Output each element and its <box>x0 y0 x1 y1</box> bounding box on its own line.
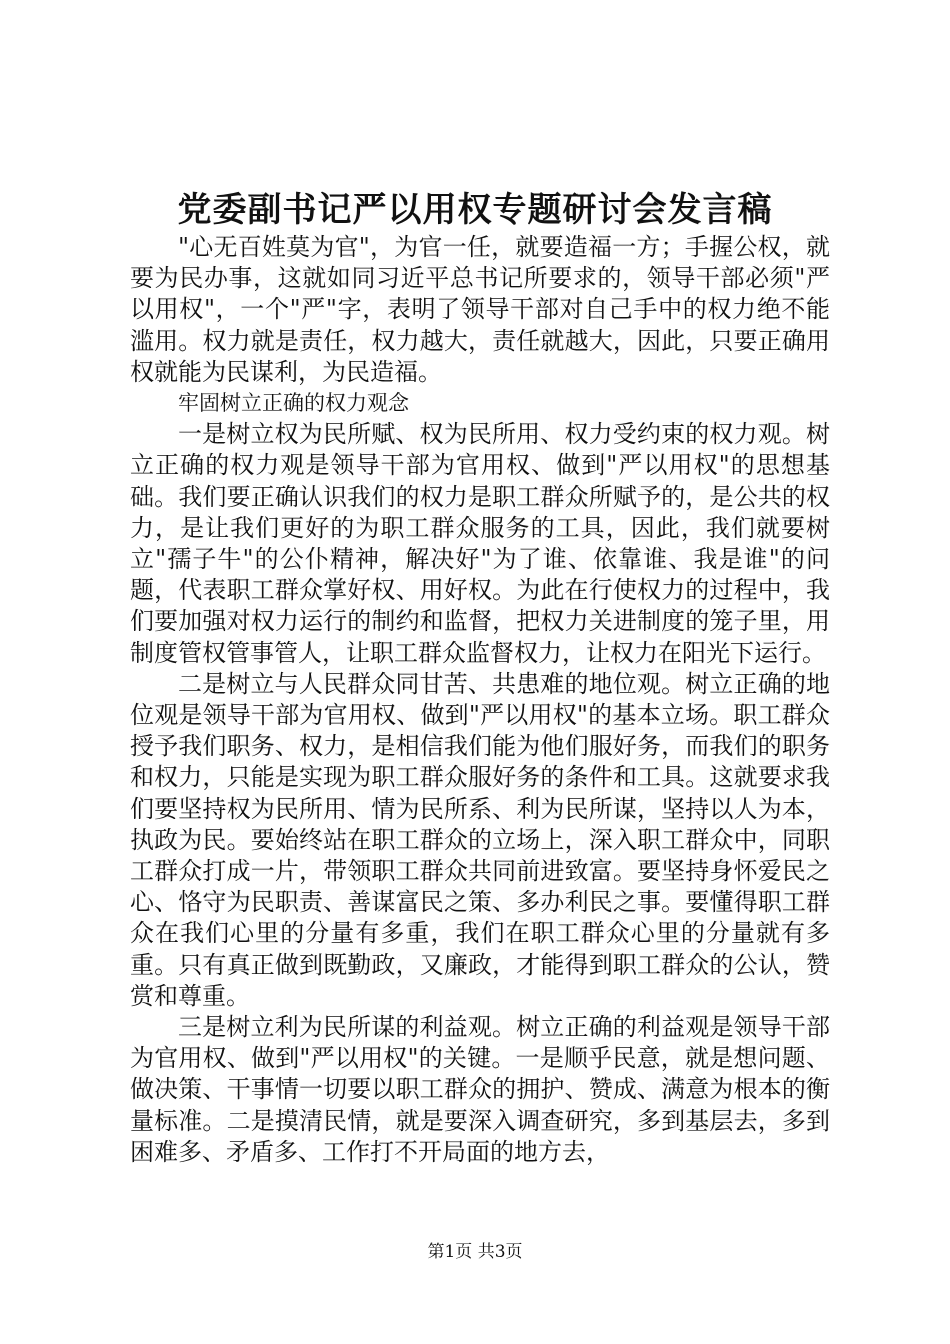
paragraph-status-view: 二是树立与人民群众同甘苦、共患难的地位观。树立正确的地位观是领导干部为官用权、做到"严以用权"的基本立场。职工群众授予我们职务、权力，是相信我们能为他们服好务，而我们的职务和权力，只能是实现为职工群众服好务的条件和工具。这就要求我们要坚持权为民所用、情为民所系、利为民所谋，坚持以人为本，执政为民。要始终站在职工群众的立场上，深入职工群众中，同职工群众打成一片，带领职工群众共同前进致富。要坚持身怀爱民之心、恪守为民职责、善谋富民之策、多办利民之事。要懂得职工群众在我们心里的分量有多重，我们在职工群众心里的分量就有多重。只有真正做到既勤政，又廉政，才能得到职工群众的公认，赞赏和尊重。 <box>130 669 830 1010</box>
document-title: 党委副书记严以用权专题研讨会发言稿 <box>177 190 773 230</box>
section-heading: 牢固树立正确的权力观念 <box>178 391 409 416</box>
paragraph-interest-view: 三是树立利为民所谋的利益观。树立正确的利益观是领导干部为官用权、做到"严以用权"的关键。一是顺乎民意，就是想问题、做决策、干事情一切要以职工群众的拥护、赞成、满意为根本的衡量标准。二是摸清民情，就是要深入调查研究，多到基层去，多到困难多、矛盾多、工作打不开局面的地方去， <box>130 1013 830 1166</box>
document-body <box>130 232 830 1168</box>
paragraph-power-view: 一是树立权为民所赋、权为民所用、权力受约束的权力观。树立正确的权力观是领导干部为官用权、做到"严以用权"的思想基础。我们要正确认识我们的权力是职工群众所赋予的，是公共的权力，是让我们更好的为职工群众服务的工具，因此，我们就要树立"孺子牛"的公仆精神，解决好"为了谁、依靠谁、我是谁"的问题，代表职工群众掌好权、用好权。为此在行使权力的过程中，我们要加强对权力运行的制约和监督，把权力关进制度的笼子里，用制度管权管事管人，让职工群众监督权力，让权力在阳光下运行。 <box>130 420 830 667</box>
page-number-footer: 第1页 共3页 <box>427 1242 523 1262</box>
paragraph-intro: "心无百姓莫为官"，为官一任，就要造福一方；手握公权，就要为民办事，这就如同习近平总书记所要求的，领导干部必须"严以用权"，一个"严"字，表明了领导干部对自己手中的权力绝不能滥用。权力就是责任，权力越大，责任就越大，因此，只要正确用权就能为民谋利，为民造福。 <box>130 233 830 386</box>
